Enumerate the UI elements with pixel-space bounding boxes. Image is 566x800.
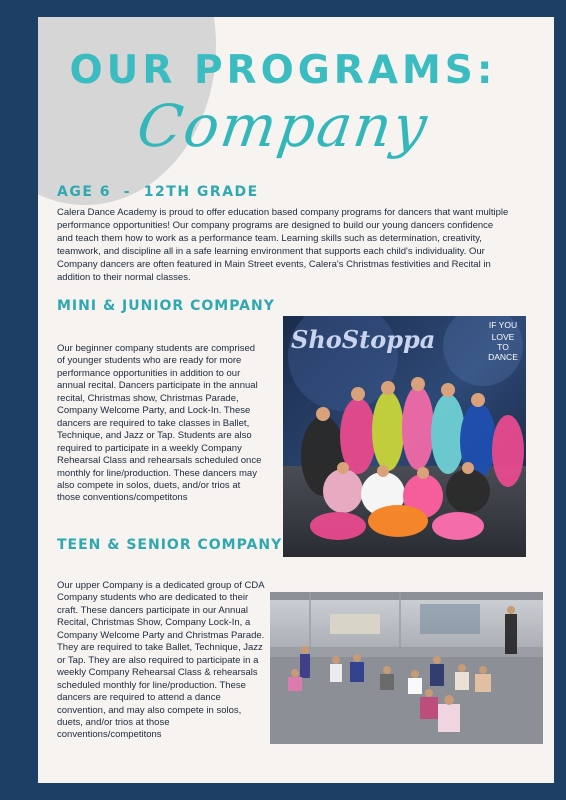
page-title: OUR PROGRAMS: — [69, 48, 497, 93]
script-subtitle: Company — [133, 92, 433, 160]
page-sheet — [38, 17, 554, 783]
section-body-teen-senior: Our upper Company is a dedicated group of CDA Company students who are dedicated to their craft. These dancers participate in our Annual Recital, Christmas Show, Company Lock-In, a Company Welcome Party and Christmas Parade. They are required to take Ballet, Technique, Jazz or Tap. They are also required to participate in a weekly Company Rehearsal Class & rehearsals scheduled monthly for line/production. These dancers are required to attend a dance convention, and may also compete in solos, duets, and/or trios at those conventions/competitons — [57, 580, 265, 741]
intro-paragraph: Calera Dance Academy is proud to offer education based company programs for dancers that want multiple performance opportunities! Our company programs are designed to build our young dancers confidence and teach them how to work as a performance team. Learning skills such as determination, creativity, teamwork, and discipline all in a safe learning environment that supports each child's individuality. Our Company dancers are often featured in Main Street events, Calera's Christmas festivities and Recital in addition to their normal classes. — [57, 207, 509, 283]
section-heading-teen-senior: TEEN & SENIOR COMPANY — [57, 537, 283, 553]
backdrop-sign-line-3: TO — [497, 342, 509, 352]
backdrop-sign-line-1: IF YOU — [488, 320, 518, 330]
page-content — [38, 17, 554, 783]
age-range: AGE 6 - 12TH GRADE — [57, 184, 259, 200]
backdrop-sign-line-4: DANCE — [488, 352, 518, 362]
group-photo — [283, 316, 526, 557]
rehearsal-photo — [270, 592, 543, 744]
backdrop-sign-line-2: LOVE — [491, 332, 515, 342]
section-heading-mini-junior: MINI & JUNIOR COMPANY — [57, 298, 275, 314]
section-body-mini-junior: Our beginner company students are comprised of younger students who are ready for more performance opportunities in addition to our annual recital. Dancers participate in the annual recital, Christmas show, Christmas Parade, Company Welcome Party, and Lock-In. These dancers are required to take classes in Ballet, Technique, and Jazz or Tap. Students are also required to participate in a weekly Company Rehearsal Class and rehearsals scheduled once monthly for line/production. These dancers may also compete in solos, duets, and/or trios at those conventions/competitons — [57, 343, 262, 504]
backdrop-logo: ShoStoppa — [291, 325, 436, 354]
